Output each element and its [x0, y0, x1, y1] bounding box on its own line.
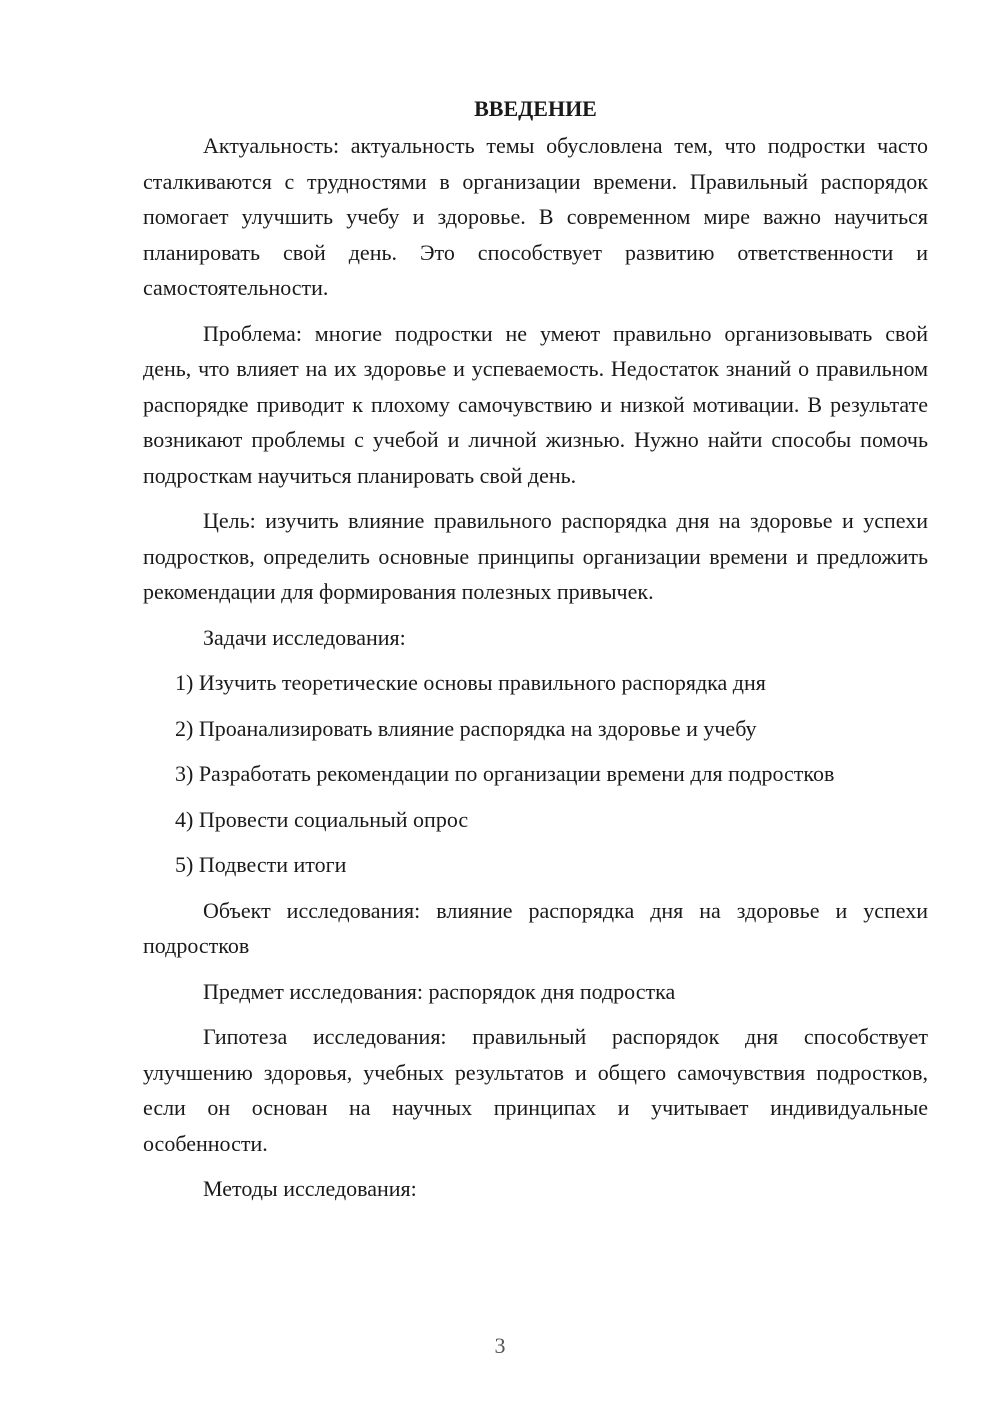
- page-title: ВВЕДЕНИЕ: [474, 96, 597, 121]
- list-item: 4) Провести социальный опрос: [175, 806, 469, 832]
- page-number: 3: [494, 1333, 506, 1358]
- object-paragraph: Объект исследования: влияние распорядка дня на здоровье и успехи подростков: [143, 897, 928, 958]
- methods-heading: Методы исследования:: [203, 1176, 417, 1201]
- document-page: [143, 94, 928, 1217]
- subject-paragraph: Предмет исследования: распорядок дня подростка: [203, 978, 676, 1004]
- list-item: 1) Изучить теоретические основы правильного распорядка дня: [175, 670, 766, 695]
- hypothesis-paragraph: Гипотеза исследования: правильный распорядок дня способствует улучшению здоровья, учебных результатов и общего самочувствия подростков, если он основан на научных принципах и учитывает индивидуальные особенности.: [143, 1024, 928, 1156]
- list-item: 2) Проанализировать влияние распорядка на здоровье и учебу: [175, 715, 757, 741]
- tasks-list: [143, 665, 928, 883]
- problem-paragraph: Проблема: многие подростки не умеют правильно организовывать свой день, что влияет на их здоровье и успеваемость. Недостаток знаний о правильном распорядке приводит к плохому самочувствию и низкой мотивации. В результате возникают проблемы с учебой и личной жизнью. Нужно найти способы помочь подросткам научиться планировать свой день.: [143, 320, 928, 488]
- relevance-paragraph: Актуальность: актуальность темы обусловлена тем, что подростки часто сталкиваются с трудностями в организации времени. Правильный распорядок помогает улучшить учебу и здоровье. В современном мире важно научиться планировать свой день. Это способствует развитию ответственности и самостоятельности.: [143, 133, 928, 300]
- tasks-heading: Задачи исследования:: [203, 624, 406, 650]
- list-item: 3) Разработать рекомендации по организации времени для подростков: [175, 761, 835, 786]
- goal-paragraph: Цель: изучить влияние правильного распорядка дня на здоровье и успехи подростков, определить основные принципы организации времени и предложить рекомендации для формирования полезных привычек.: [143, 508, 928, 604]
- list-item: 5) Подвести итоги: [175, 852, 347, 877]
